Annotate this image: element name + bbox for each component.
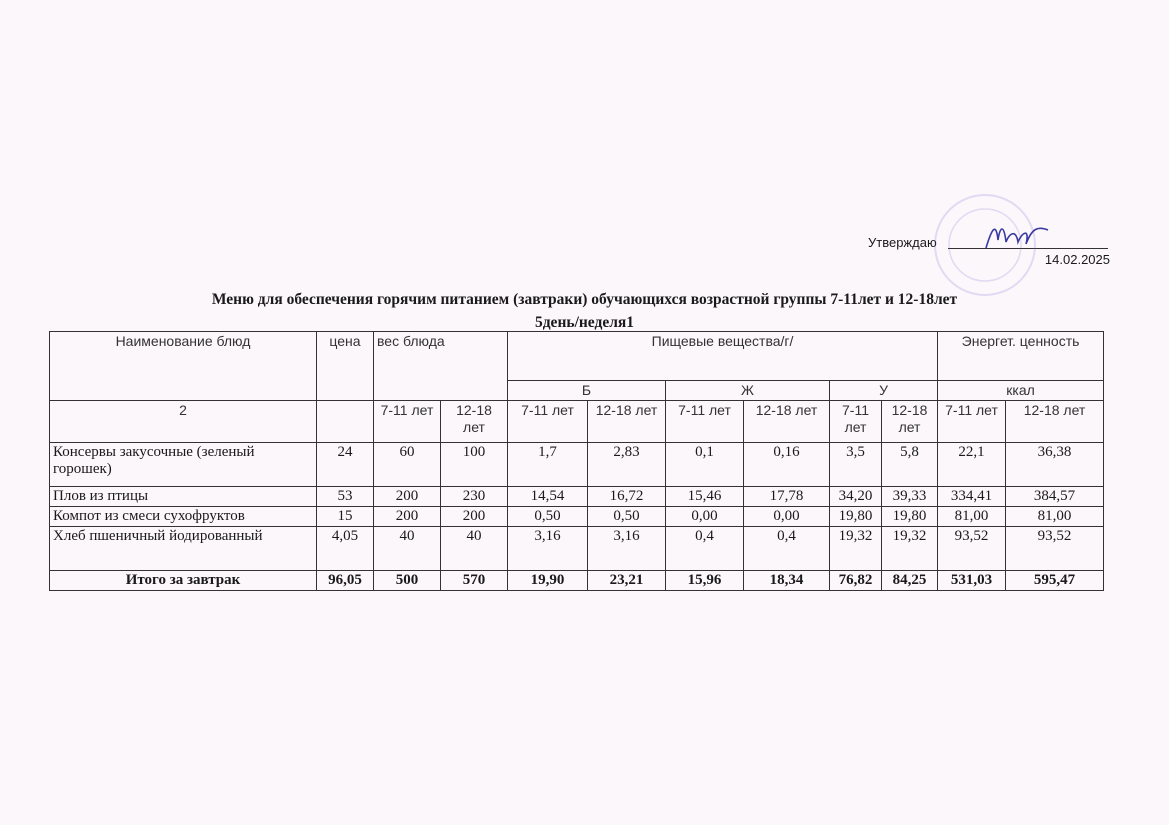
price-cell: 53 [317,487,374,507]
table-row [50,487,1104,507]
nutrients-header: Пищевые вещества/г/ [508,332,938,381]
protein-cell: 19,90 [508,571,588,591]
weight-cell: 200 [374,487,441,507]
price-header: цена [317,332,374,401]
kcal-cell: 22,1 [938,443,1006,487]
age-header: 12-18 лет [744,401,830,443]
price-cell: 15 [317,507,374,527]
protein-cell: 14,54 [508,487,588,507]
protein-cell: 16,72 [588,487,666,507]
age-header: 12-18 лет [1006,401,1104,443]
weight-cell: 570 [441,571,508,591]
kcal-cell: 384,57 [1006,487,1104,507]
carb-cell: 19,80 [882,507,938,527]
weight-cell: 200 [441,507,508,527]
approval-date: 14.02.2025 [1044,252,1110,267]
carb-cell: 34,20 [830,487,882,507]
weight-header: вес блюда [374,332,508,401]
weight-cell: 230 [441,487,508,507]
carb-cell: 19,32 [830,527,882,571]
dish-name: Компот из смеси сухофруктов [50,507,317,527]
weight-cell: 60 [374,443,441,487]
fat-cell: 17,78 [744,487,830,507]
carb-header: У [830,381,938,401]
carb-cell: 19,80 [830,507,882,527]
dish-name: Консервы закусочные (зеленый горошек) [50,443,317,487]
fat-cell: 18,34 [744,571,830,591]
total-label: Итого за завтрак [50,571,317,591]
carb-cell: 19,32 [882,527,938,571]
price-cell: 96,05 [317,571,374,591]
fat-cell: 15,46 [666,487,744,507]
fat-cell: 0,4 [666,527,744,571]
kcal-cell: 81,00 [1006,507,1104,527]
protein-cell: 0,50 [588,507,666,527]
price-cell: 4,05 [317,527,374,571]
protein-cell: 0,50 [508,507,588,527]
carb-cell: 84,25 [882,571,938,591]
table-row [50,443,1104,487]
kcal-cell: 81,00 [938,507,1006,527]
weight-cell: 500 [374,571,441,591]
fat-cell: 0,4 [744,527,830,571]
total-row [50,571,1104,591]
kcal-cell: 93,52 [1006,527,1104,571]
header-row-1 [50,332,1104,381]
empty-cell [317,401,374,443]
kcal-header: ккал [938,381,1104,401]
document-subtitle: 5день/неделя1 [534,314,635,331]
kcal-cell: 531,03 [938,571,1006,591]
protein-cell: 1,7 [508,443,588,487]
protein-header: Б [508,381,666,401]
weight-cell: 200 [374,507,441,527]
weight-cell: 40 [441,527,508,571]
age-header: 7-11 лет [508,401,588,443]
age-header: 7-11 лет [666,401,744,443]
table-row [50,507,1104,527]
age-header: 12-18 лет [882,401,938,443]
name-header: Наименование блюд [50,332,317,401]
age-header: 12-18 лет [441,401,508,443]
price-cell: 24 [317,443,374,487]
weight-cell: 100 [441,443,508,487]
carb-cell: 3,5 [830,443,882,487]
protein-cell: 23,21 [588,571,666,591]
protein-cell: 2,83 [588,443,666,487]
fat-cell: 15,96 [666,571,744,591]
carb-cell: 39,33 [882,487,938,507]
carb-cell: 76,82 [830,571,882,591]
dish-name: Хлеб пшеничный йодированный [50,527,317,571]
weight-cell: 40 [374,527,441,571]
protein-cell: 3,16 [588,527,666,571]
fat-cell: 0,00 [744,507,830,527]
kcal-cell: 334,41 [938,487,1006,507]
table-row [50,527,1104,571]
age-header: 12-18 лет [588,401,666,443]
approval-label: Утверждаю [868,235,937,250]
signature-icon [982,218,1052,254]
carb-cell: 5,8 [882,443,938,487]
kcal-cell: 93,52 [938,527,1006,571]
document-title: Меню для обеспечения горячим питанием (завтраки) обучающихся возрастной группы 7-11лет и 12-18лет [211,291,958,308]
menu-table [49,331,1104,591]
number-cell: 2 [50,401,317,443]
age-header: 7-11 лет [374,401,441,443]
energy-header: Энергет. ценность [938,332,1104,381]
kcal-cell: 36,38 [1006,443,1104,487]
dish-name: Плов из птицы [50,487,317,507]
fat-cell: 0,1 [666,443,744,487]
age-header: 7-11 лет [830,401,882,443]
fat-cell: 0,16 [744,443,830,487]
age-header: 7-11 лет [938,401,1006,443]
fat-header: Ж [666,381,830,401]
protein-cell: 3,16 [508,527,588,571]
kcal-cell: 595,47 [1006,571,1104,591]
fat-cell: 0,00 [666,507,744,527]
header-row-3 [50,401,1104,443]
